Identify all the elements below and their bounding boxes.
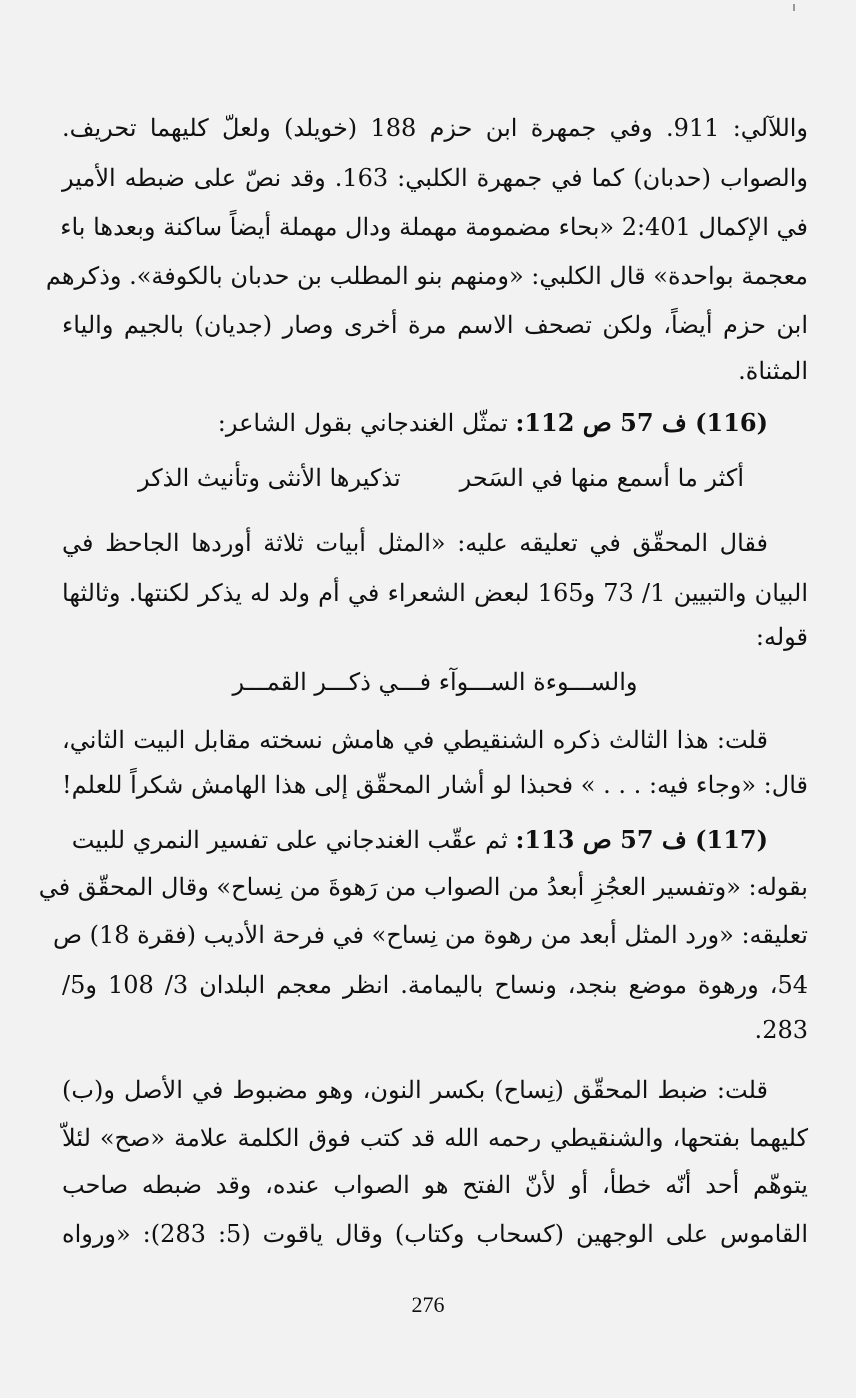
text-line: والصواب (حدبان) كما في جمهرة الكلبي: 163. وقد نصّ على ضبطه الأمير: [62, 164, 808, 192]
entry-text: تمثّل الغندجاني بقول الشاعر:: [217, 409, 516, 437]
text-line: معجمة بواحدة» قال الكلبي: «ومنهم بنو المطلب بن حدبان بالكوفة». وذكرهم: [45, 262, 808, 290]
text-line: يتوهّم أحد أنّه خطأ، أو لأنّ الفتح هو الصواب عنده، وقد ضبطه صاحب: [62, 1171, 808, 1199]
entry-heading: (117) ف 57 ص 113:: [515, 825, 768, 854]
text-line: واللآلي: 911. وفي جمهرة ابن حزم 188 (خويلد) ولعلّ كليهما تحريف.: [62, 114, 809, 142]
text-line: في الإكمال 2:401 «بحاء مضمومة مهملة ودال مهملة أيضاً ساكنة وبعدها باء: [60, 213, 808, 241]
text-line: بقوله: «وتفسير العجُزِ أبعدُ من الصواب من رَهوةَ من نِساح» وقال المحقّق في: [38, 873, 808, 901]
text-line: قلت: ضبط المحقّق (نِساح) بكسر النون، وهو مضبوط في الأصل و(ب): [62, 1076, 768, 1104]
text-line: تعليقه: «ورد المثل أبعد من رهوة من نِساح» في فرحة الأديب (فقرة 18) ص: [52, 921, 808, 949]
text-line: فقال المحقّق في تعليقه عليه: «المثل أبيات ثلاثة أوردها الجاحظ في: [62, 529, 768, 557]
text-line: المثناة.: [738, 357, 808, 385]
page-number: 276: [411, 1292, 445, 1317]
entry-heading: (116) ف 57 ص 112:: [515, 408, 768, 437]
text-line: ابن حزم أيضاً، ولكن تصحف الاسم مرة أخرى وصار (جديان) بالجيم والياء: [62, 311, 808, 339]
text-line: كليهما بفتحها، والشنقيطي رحمه الله قد كتب فوق الكلمة علامة «صح» لئلاّ: [62, 1124, 808, 1152]
entry-116: [62, 398, 808, 448]
text-line: البيان والتبيين 1/ 73 و165 لبعض الشعراء في أم ولد له يذكر لكنتها. وثالثها: [62, 579, 809, 607]
text-line: قوله:: [755, 623, 808, 651]
verse-hemistich-second: تذكيرها الأنثى وتأنيث الذكر: [138, 464, 401, 492]
verse-hemistich-first: أكثر ما أسمع منها في السَحر: [459, 464, 744, 492]
entry-117: [62, 815, 808, 865]
text-line: قال: «وجاء فيه: . . . » فحبذا لو أشار المحقّق إلى هذا الهامش شكراً للعلم!: [62, 771, 808, 799]
entry-text: ثم عقّب الغندجاني على تفسير النمري للبيت: [71, 826, 516, 854]
scan-mark: [793, 4, 795, 11]
text-line: قلت: هذا الثالث ذكره الشنقيطي في هامش نسخته مقابل البيت الثاني،: [62, 726, 768, 754]
text-line: القاموس على الوجهين (كسحاب وكتاب) وقال ياقوت (5: 283): «ورواه: [62, 1220, 809, 1248]
verse-second-quote: والســـوءة الســـوآء فـــي ذكـــر القمـــر: [232, 668, 638, 696]
text-line: 54، ورهوة موضع بنجد، ونساح باليمامة. انظر معجم البلدان 3/ 108 و5/: [62, 971, 809, 999]
text-line: 283.: [754, 1016, 808, 1044]
